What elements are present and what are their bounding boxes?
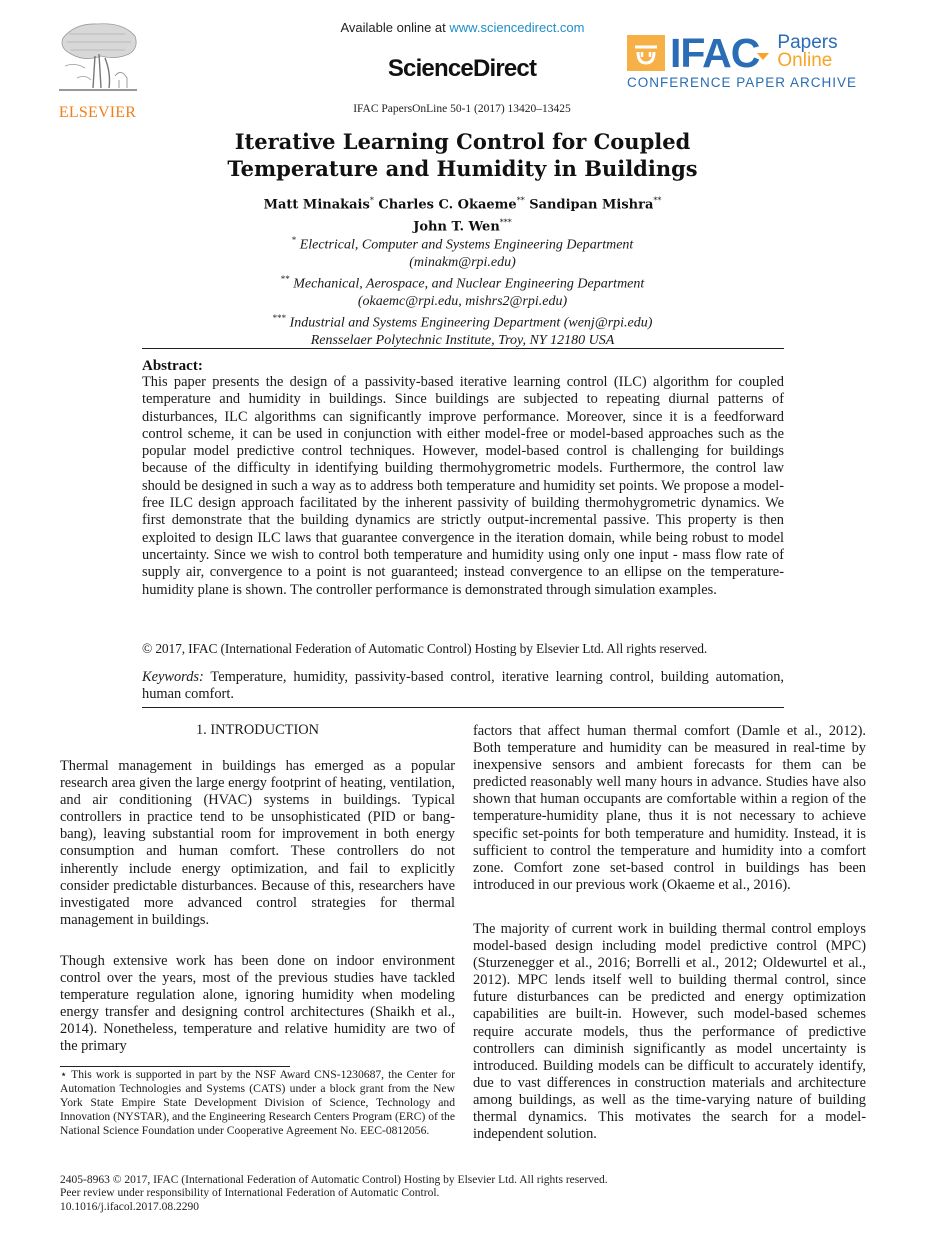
- ifac-wordmark: IFAC: [670, 30, 760, 76]
- footnote-rule: [60, 1066, 290, 1067]
- abstract-copyright: © 2017, IFAC (International Federation of Automatic Control) Hosting by Elsevier Ltd. All rights reserved.: [142, 641, 708, 656]
- affiliation-line: (okaemc@rpi.edu, mishrs2@rpi.edu): [357, 293, 568, 309]
- affiliation-line: ** Mechanical, Aerospace, and Nuclear Engineering Department: [280, 274, 645, 292]
- ifac-emblem-icon: [627, 35, 665, 71]
- footer-peer-review: Peer review under responsibility of International Federation of Automatic Control.: [60, 1187, 440, 1200]
- author-name: Sandipan Mishra: [529, 197, 654, 213]
- keywords-label: Keywords:: [142, 669, 204, 685]
- page-footer: [60, 1174, 760, 1214]
- affiliation-line: *** Industrial and Systems Engineering Department (wenj@rpi.edu): [272, 313, 653, 331]
- body-paragraph: Thermal management in buildings has emerged as a popular research area given the large energy footprint of heating, ventilation, and air conditioning (HVAC) systems in buildings. Typical controllers in practice tend to be unsophisticated (PID or bang-bang), leaving substantial room for improvement in both energy consumption and human comfort. These controllers do not inherently include energy optimization, and fail to explicitly consider predictable disturbances. Because of this, researchers have investigated more advanced control strategies for thermal management in buildings.: [60, 758, 455, 928]
- author-name: John T. Wen: [413, 219, 500, 235]
- author-list: [0, 192, 925, 237]
- section-heading-introduction: 1. INTRODUCTION: [195, 722, 320, 738]
- journal-reference: IFAC PapersOnLine 50-1 (2017) 13420–13425: [353, 103, 571, 115]
- abstract-text: This paper presents the design of a passivity-based iterative learning control (ILC) algorithm for coupled temperature and humidity in buildings. Since buildings are subjected to repeating diurnal patterns of disturbances, ILC algorithms can significantly improve performance. Moreover, since it is a feedforward control scheme, it can be used in conjunction with either model-free or model-based approaches such as the popular model predictive control techniques. However, model-based control is challenging for buildings because of the difficulty in identifying building thermohygrometric models. Furthermore, the control law should be designed in such a way as to address both temperature and humidity set points. We propose a model-free ILC design approach facilitated by the inherent passivity of building thermohygrometric dynamics. We first demonstrate that the building dynamics are strictly output-incremental passive. This property is then exploited to design ILC laws that guarantee convergence in the iteration domain, while being robust to model uncertainty. Since we wish to control both temperature and humidity using only one input - mass flow rate of supply air, convergence to a point is not guaranteed; instead convergence to an ellipse on the temperature-humidity plane is shown. The controller performance is demonstrated through simulation examples.: [142, 374, 784, 598]
- paper-title: [0, 128, 925, 182]
- body-paragraph: Though extensive work has been done on indoor environment control over the years, most of the previous studies have tackled temperature regulation alone, ignoring humidity when modeling energy transfer and designing control architectures (Shaikh et al., 2014). Nonetheless, temperature and relative humidity are two of the primary: [60, 953, 455, 1055]
- ifac-triangle-icon: [757, 53, 769, 60]
- author-mark: *: [369, 196, 374, 205]
- sciencedirect-logo: ScienceDirect: [387, 55, 537, 82]
- affiliation-line: Rensselaer Polytechnic Institute, Troy, NY 12180 USA: [310, 332, 615, 348]
- affiliation-line: (minakm@rpi.edu): [409, 254, 516, 270]
- author-mark: ***: [499, 218, 512, 228]
- author-name: Matt Minakais: [263, 197, 370, 213]
- papers-online-wordmark: [777, 34, 837, 70]
- abstract-top-rule: [142, 348, 784, 349]
- abstract-heading: Abstract:: [142, 358, 203, 374]
- footer-doi[interactable]: 10.1016/j.ifacol.2017.08.2290: [60, 1200, 199, 1213]
- title-line-2: Temperature and Humidity in Buildings: [227, 156, 698, 181]
- funding-footnote: [60, 1068, 455, 1138]
- footnote-mark: ⋆: [60, 1068, 68, 1081]
- elsevier-wordmark: ELSEVIER: [58, 104, 137, 121]
- ifac-papersonline-logo: [627, 30, 872, 95]
- online-text: Online: [777, 50, 833, 71]
- conference-paper-archive-text: CONFERENCE PAPER ARCHIVE: [627, 75, 858, 90]
- title-line-1: Iterative Learning Control for Coupled: [234, 129, 691, 154]
- keywords: [142, 669, 784, 704]
- author-mark: **: [516, 196, 525, 205]
- available-prefix: Available online at: [340, 20, 450, 35]
- footer-issn-copyright: 2405-8963 © 2017, IFAC (International Federation of Automatic Control) Hosting by Elsevier Ltd. All rights reserved.: [60, 1174, 608, 1186]
- sciencedirect-link[interactable]: www.sciencedirect.com: [449, 20, 585, 35]
- affiliation-line: * Electrical, Computer and Systems Engineering Department: [291, 235, 634, 253]
- abstract-bottom-rule: [142, 707, 784, 708]
- affiliations: [0, 232, 925, 349]
- keywords-text: Temperature, humidity, passivity-based control, iterative learning control, building automation, human comfort.: [142, 669, 784, 703]
- author-mark: **: [653, 196, 662, 205]
- author-name: Charles C. Okaeme: [378, 197, 517, 213]
- papers-text: Papers: [777, 32, 838, 53]
- footnote-text: This work is supported in part by the NSF Award CNS-1230687, the Center for Automation Technologies and Systems (CATS) under a block grant from the New York State Empire State Development Division of Science, Technology and Innovation (NYSTAR), and the Engineering Research Centers Program (ERC) of the National Science Foundation under Cooperative Agreement No. EEC-0812056.: [60, 1068, 455, 1137]
- body-paragraph: The majority of current work in building thermal control employs model-based design including model predictive control (MPC) (Sturzenegger et al., 2016; Borrelli et al., 2012; Oldewurtel et al., 2012). MPC lends itself well to building thermal control, since future disturbances can be predicted and energy optimization capabilities are built-in. However, such model-based schemes require accurate models, thus the performance of predictive controllers can diminish significantly as model uncertainty is introduced. Building models can be difficult to accurately identify, due to vast differences in construction materials and architecture among buildings, as well as the time-varying nature of building thermal dynamics. This motivates the search for a model-independent solution.: [473, 921, 866, 1143]
- body-paragraph: factors that affect human thermal comfort (Damle et al., 2012). Both temperature and humidity can be measured in real-time by inexpensive sensors and ambient forecasts for them can be predicted reasonably well many hours in advance. Studies have also shown that human occupants are comfortable within a region of the temperature-humidity plane, thus it is not necessary to achieve specific set-points for both temperature and humidity. Instead, it is sufficient to control the temperature and humidity into a comfort zone. Comfort zone set-based control in buildings has been introduced in our previous work (Okaeme et al., 2016).: [473, 723, 866, 893]
